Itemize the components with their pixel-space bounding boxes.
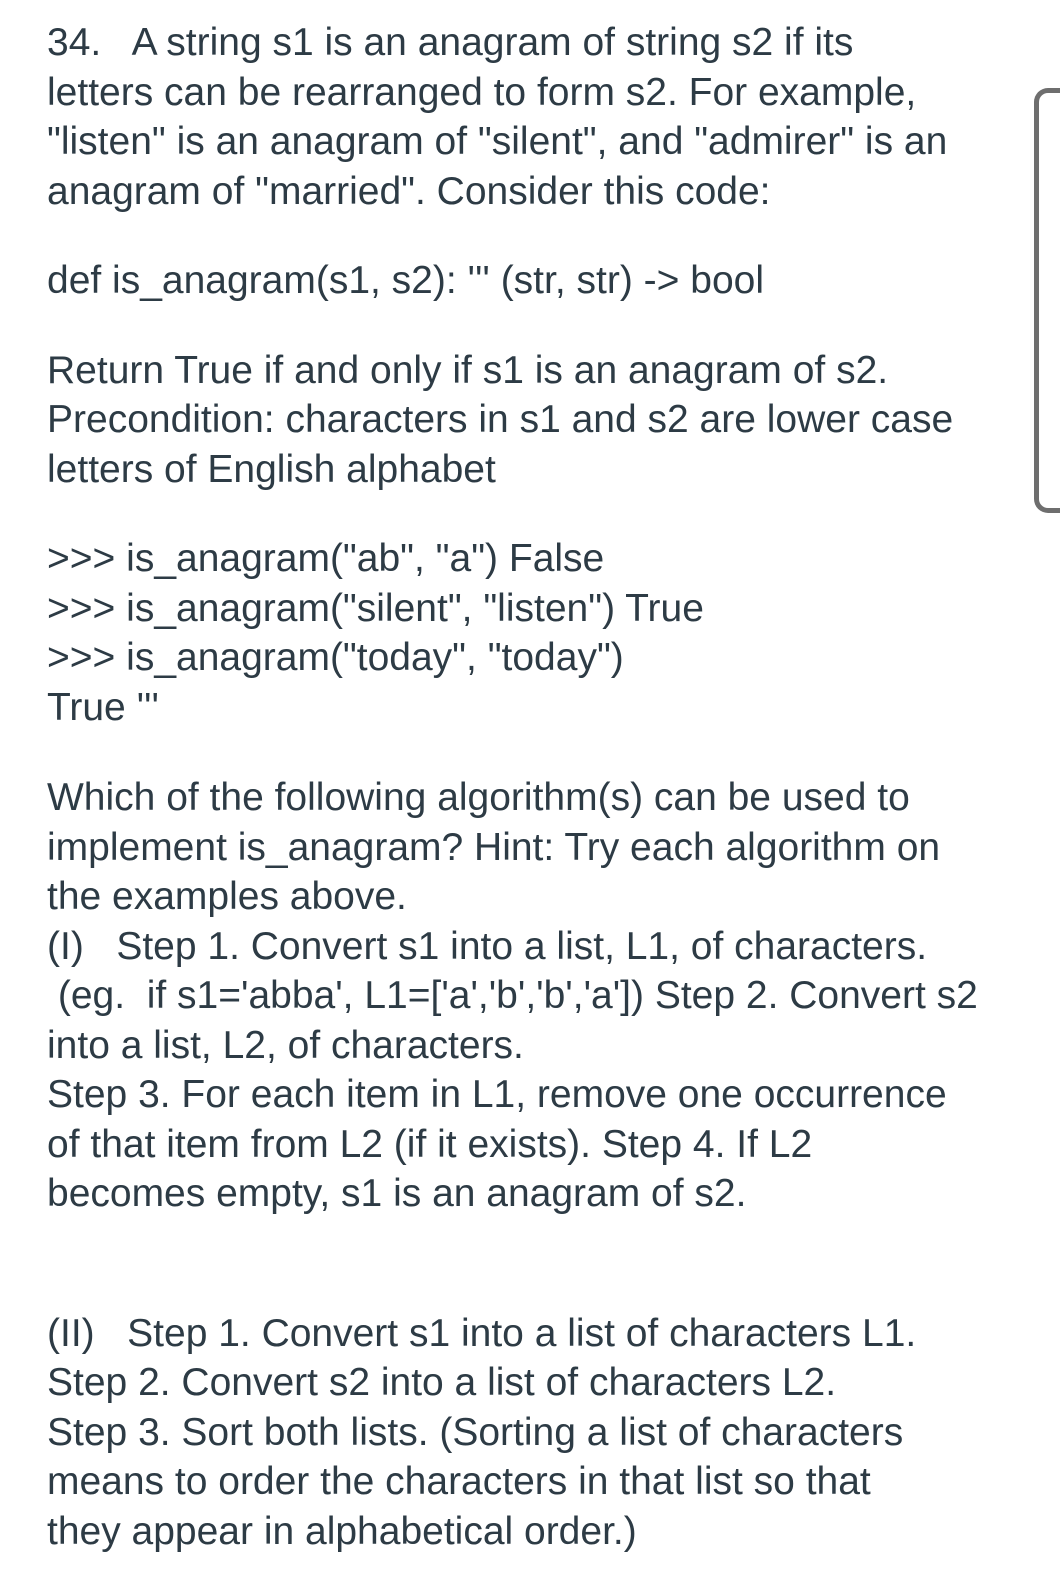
option-one-line: (I) Step 1. Convert s1 into a list, L1, of characters. [47,924,928,968]
scrollbar[interactable] [1034,88,1060,513]
docstring-line: Return True if and only if s1 is an anagram of s2. [47,348,889,392]
intro-line: letters can be rearranged to form s2. For example, [47,70,917,114]
prompt-line: Which of the following algorithm(s) can be used to [47,776,910,819]
examples [47,534,1037,732]
example-line: >>> is_anagram("silent", "listen") True [47,586,704,630]
option-two-line: they appear in alphabetical order.) [47,1509,637,1553]
intro-line: "listen" is an anagram of "silent", and "admirer" is an [47,120,948,163]
spacer [47,494,1037,534]
option-two [47,1309,1037,1557]
docstring-line: Precondition: characters in s1 and s2 are lower case [47,398,954,441]
question-prompt [47,773,1037,922]
question-intro [47,18,1037,216]
option-one-line: into a list, L2, of characters. [47,1023,524,1067]
docstring-line: letters of English alphabet [47,447,496,491]
intro-line: anagram of "married". Consider this code: [47,169,771,213]
spacer [47,306,1037,346]
option-one-line: of that item from L2 (if it exists). Step 4. If L2 [47,1122,813,1166]
option-one-line: (eg. if s1='abba', L1=['a','b','b','a']) Step 2. Convert s2 [47,974,978,1017]
option-one [47,922,1037,1219]
docstring [47,346,1037,495]
example-line: True ''' [47,685,159,729]
example-line: >>> is_anagram("ab", "a") False [47,537,605,580]
option-two-line: Step 2. Convert s2 into a list of characters L2. [47,1361,837,1404]
prompt-line: the examples above. [47,875,407,918]
option-two-line: (II) Step 1. Convert s1 into a list of characters L1. [47,1311,917,1355]
option-one-line: becomes empty, s1 is an anagram of s2. [47,1172,747,1215]
spacer [47,216,1037,256]
intro-line: 34. A string s1 is an anagram of string s2 if its [47,21,854,64]
prompt-line: implement is_anagram? Hint: Try each algorithm on [47,825,941,869]
function-signature [47,256,1037,306]
spacer [47,732,1037,773]
spacer [47,1219,1037,1309]
example-line: >>> is_anagram("today", "today") [47,636,624,679]
option-two-line: Step 3. Sort both lists. (Sorting a list of characters [47,1410,904,1454]
option-one-line: Step 3. For each item in L1, remove one occurrence [47,1073,947,1116]
question-body [47,18,1037,1556]
signature-line: def is_anagram(s1, s2): ''' (str, str) -> bool [47,259,765,302]
option-two-line: means to order the characters in that list so that [47,1460,871,1503]
